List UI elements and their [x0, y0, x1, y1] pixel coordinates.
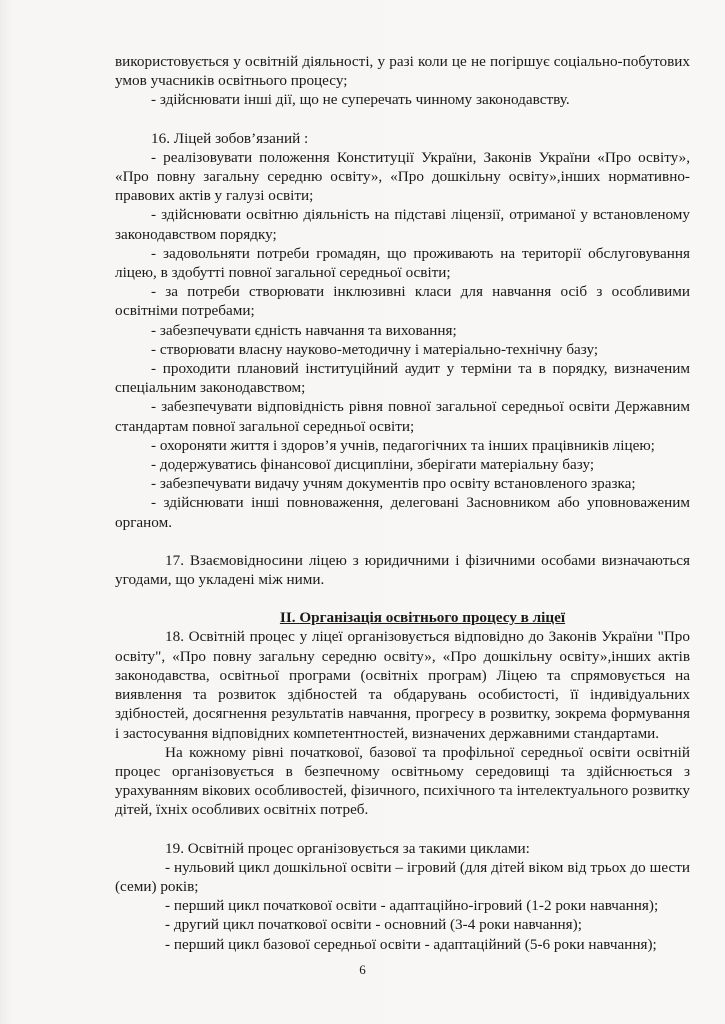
list-item: - забезпечувати єдність навчання та виховання; [151, 321, 457, 339]
list-item: - перший цикл базової середньої освіти - адаптаційний (5-6 роки навчання); [165, 935, 657, 953]
list-item: - реалізовувати положення Конституції України, Законів України «Про освіту», «Про повну загальну середню освіту», «Про дошкільну освіту»,інших нормативно-правових актів у галузі освіти; [115, 148, 690, 205]
list-item: - додержуватись фінансової дисципліни, зберігати матеріальну базу; [151, 456, 595, 474]
clause-18: 18. Освітній процес у ліцеї організовується відповідно до Законів України "Про освіту", «Про повну загальну середню освіту», «Про дошкільну освіту»,інших актів законодавства, освітньої програми (освітніх програм) Ліцею та спрямовується на виявлення та розвиток здібностей та обдарувань особистості, її індивідуальних здібностей, досягнення результатів навчання, прогресу в розвитку, зокрема формування і застосування відповідних компетентностей, визначених державними стандартами. [115, 628, 690, 742]
list-item: - забезпечувати відповідність рівня повної загальної середньої освіти Державним стандартам повної загальної середньої освіти; [115, 398, 690, 435]
list-item: - за потреби створювати інклюзивні класи для навчання осіб з особливими освітніми потребами; [115, 283, 690, 320]
paragraph: На кожному рівні початкової, базової та профільної середньої освіти освітній процес організовується в безпечному освітньому середовищі та здійснюється з урахуванням вікових особливостей, фізичного, психічного та інтелектуального розвитку дітей, їхніх особливих освітніх потреб. [115, 743, 690, 819]
document-body [115, 52, 690, 954]
list-item: - проходити плановий інституційний аудит у терміни та в порядку, визначеним спеціальним законодавством; [115, 360, 690, 397]
list-item: - здійснювати освітню діяльність на підставі ліцензії, отриманої у встановленому законодавством порядку; [115, 206, 690, 243]
list-item: - здійснювати інші дії, що не суперечать чинному законодавству. [151, 91, 570, 109]
list-item: - забезпечувати видачу учням документів про освіту встановленого зразка; [151, 475, 636, 493]
list-item: - задовольняти потреби громадян, що проживають на території обслуговування ліцею, в здобутті повної загальної середньої освіти; [115, 244, 690, 282]
section-heading: II. Організація освітнього процесу в ліцеї [279, 609, 566, 627]
clause-16-title: 16. Ліцей зобов’язаний : [151, 129, 309, 147]
list-item: - охороняти життя і здоров’я учнів, педагогічних та інших працівників ліцею; [151, 436, 655, 454]
list-item: - здійснювати інші повноваження, делеговані Засновником або уповноваженим органом. [115, 494, 690, 531]
list-item: - створювати власну науково-методичну і матеріально-технічну базу; [151, 340, 599, 358]
list-item: - перший цикл початкової освіти - адаптаційно-ігровий (1-2 роки навчання); [165, 897, 659, 915]
list-item: - другий цикл початкової освіти - основний (3-4 роки навчання); [165, 916, 582, 934]
page-number: 6 [359, 962, 366, 977]
clause-19-title: 19. Освітній процес організовується за такими циклами: [165, 839, 530, 857]
paragraph-continued: використовується у освітній діяльності, у разі коли це не погіршує соціально-побутових умов учасників освітнього процесу; [115, 53, 690, 90]
clause-17: 17. Взаємовідносини ліцею з юридичними і фізичними особами визначаються угодами, що укладені між ними. [115, 551, 690, 589]
list-item: - нульовий цикл дошкільної освіти – ігровий (для дітей віком від трьох до шести (семи) років; [115, 858, 690, 895]
